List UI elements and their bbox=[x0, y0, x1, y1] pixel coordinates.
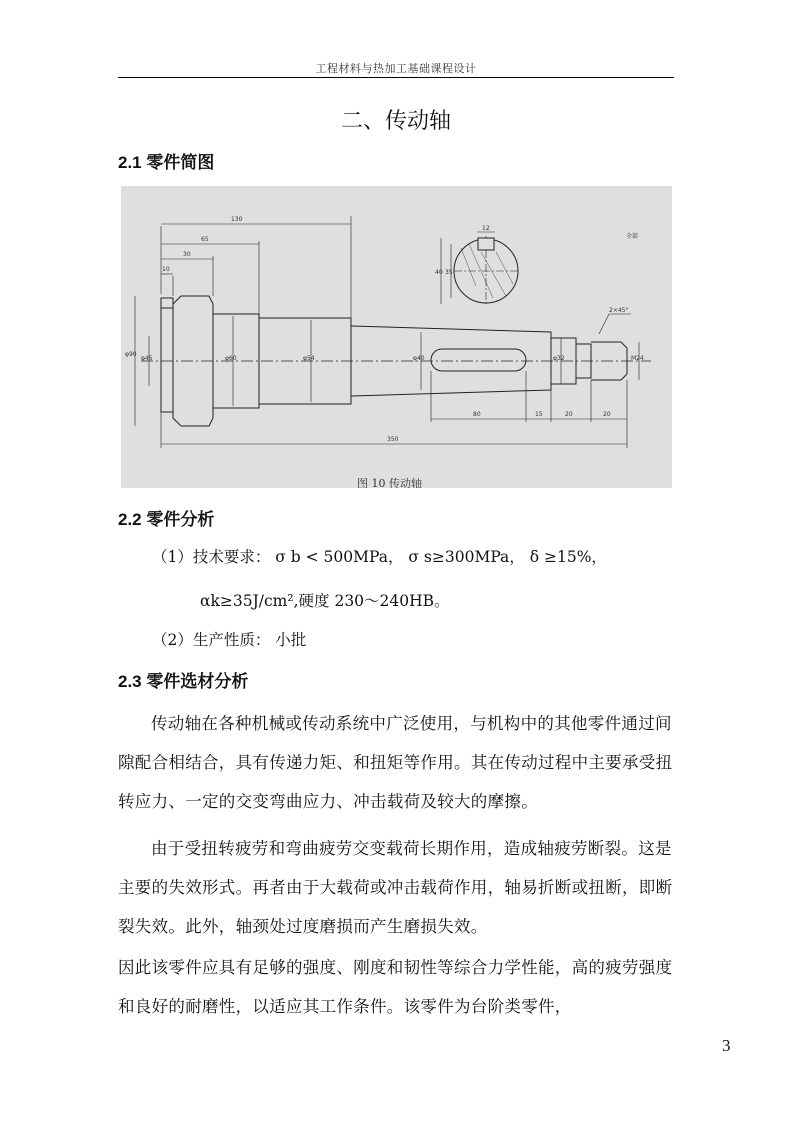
paragraph-function: 传动轴在各种机械或传动系统中广泛使用，与机构中的其他零件通过间隙配合相结合，具有传递力矩、和扭矩等作用。其在传动过程中主要承受扭转应力、一定的交变弯曲应力、冲击载荷及较大的摩擦。 bbox=[118, 714, 673, 811]
paragraph-failure: 由于受扭转疲劳和弯曲疲劳交变载荷长期作用，造成轴疲劳断裂。这是主要的失效形式。再者由于大载荷或冲击载荷作用，轴易折断或扭断，即断裂失效。此外，轴颈处过度磨损而产生磨损失效。 bbox=[118, 839, 673, 936]
dim-30: 30 bbox=[183, 251, 191, 258]
technical-requirements-line2: αk≥35J/cm²,硬度 230～240HB。 bbox=[200, 592, 450, 610]
dim-key12: 12 bbox=[482, 225, 490, 232]
figure-caption: 图 10 传动轴 bbox=[357, 477, 422, 488]
section-heading-2-1: 2.1 零件简图 bbox=[118, 153, 215, 172]
dim-20a: 20 bbox=[565, 411, 573, 418]
chapter-title: 二、传动轴 bbox=[340, 109, 451, 134]
dim-key35: 35 bbox=[445, 269, 453, 276]
section-heading-2-3: 2.3 零件选材分析 bbox=[118, 672, 249, 691]
dim-20b: 20 bbox=[603, 411, 611, 418]
dim-phi45: φ45 bbox=[141, 355, 153, 362]
dim-80: 80 bbox=[473, 411, 481, 418]
dim-65: 65 bbox=[201, 236, 209, 243]
dim-phi60: φ60 bbox=[225, 355, 237, 362]
paragraph-requirements: 因此该零件应具有足够的强度、刚度和韧性等综合力学性能，高的疲劳强度和良好的耐磨性，以适应其工作条件。该零件为台阶类零件， bbox=[118, 958, 673, 1016]
dim-phi54: φ54 bbox=[303, 355, 315, 362]
roughness-note: 全部 bbox=[626, 233, 639, 240]
dim-phi90: φ90 bbox=[125, 351, 137, 358]
shaft-drawing-figure bbox=[121, 186, 672, 488]
dim-130: 130 bbox=[231, 216, 243, 223]
page-number: 3 bbox=[722, 1036, 731, 1055]
running-header: 工程材料与热加工基础课程设计 bbox=[315, 62, 477, 75]
header-rule bbox=[118, 77, 674, 78]
dim-m24: M24 bbox=[631, 355, 644, 362]
dim-phi40: φ40 bbox=[413, 355, 425, 362]
technical-requirements-line1: （1）技术要求： σ b < 500MPa， σ s≥300MPa， δ ≥15%， bbox=[152, 548, 607, 566]
dim-phi32: φ32 bbox=[553, 355, 565, 362]
dim-chamfer: 2×45° bbox=[609, 307, 629, 314]
shaft-drawing bbox=[121, 186, 672, 488]
production-type: （2）生产性质： 小批 bbox=[152, 631, 307, 649]
dim-350: 350 bbox=[387, 436, 399, 443]
dim-10: 10 bbox=[162, 266, 170, 273]
dim-key40: 40 bbox=[435, 269, 443, 276]
section-heading-2-2: 2.2 零件分析 bbox=[118, 510, 215, 529]
dim-15: 15 bbox=[535, 411, 543, 418]
